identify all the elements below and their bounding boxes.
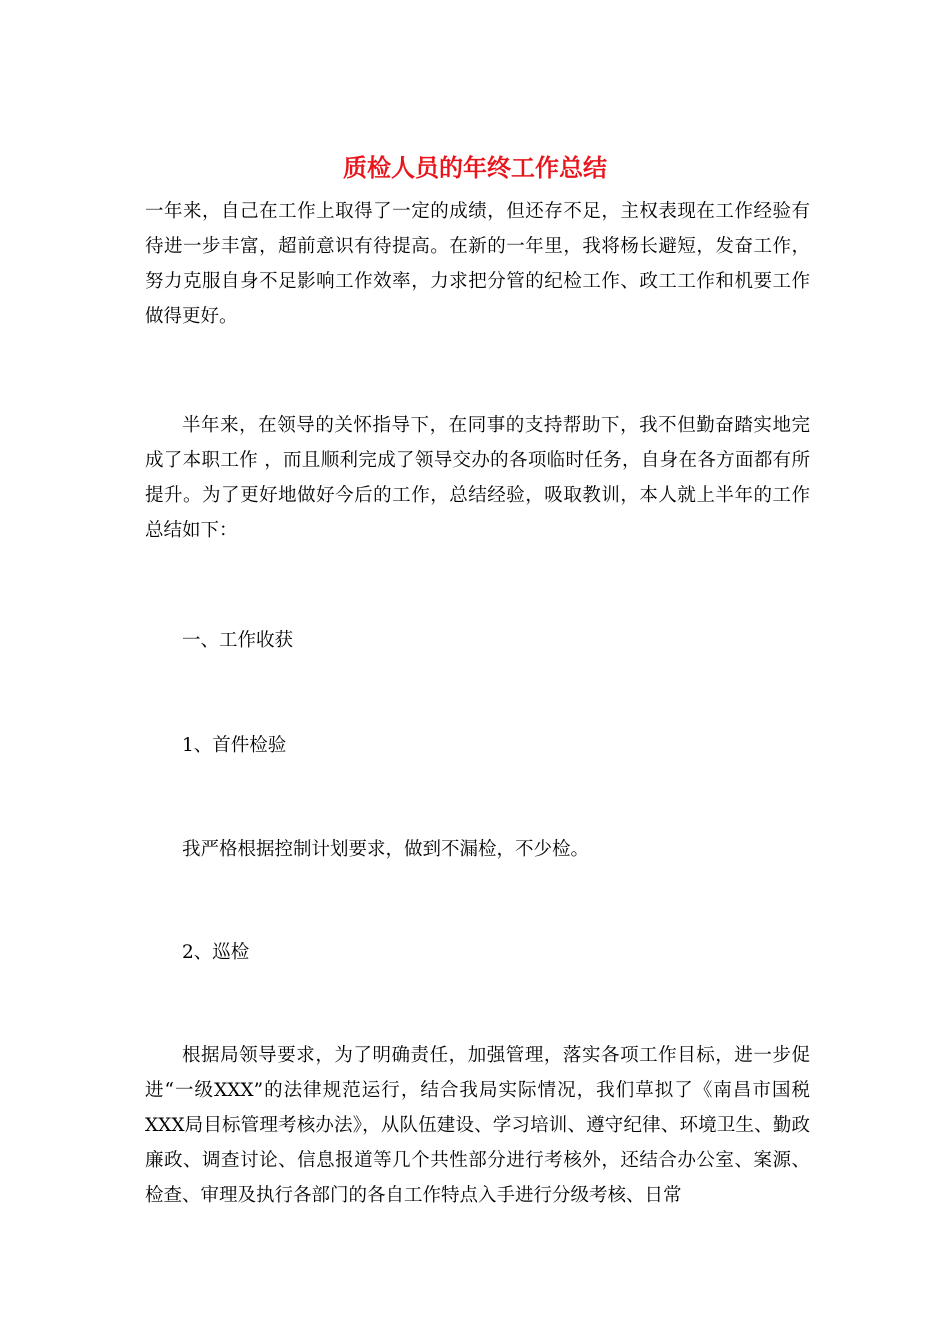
- patrol-inspection-paragraph: 根据局领导要求，为了明确责任，加强管理，落实各项工作目标，进一步促进“一级XXX”的法律规范运行，结合我局实际情况，我们草拟了《南昌市国税XXX局目标管理考核办法》，从队伍建设、学习培训、遵守纪律、环境卫生、勤政廉政、调查讨论、信息报道等几个共性部分进行考核外，还结合办公室、案源、检查、审理及执行各部门的各自工作特点入手进行分级考核、日常: [145, 1045, 810, 1206]
- item-text-first-article-inspection: 我严格根据控制计划要求，做到不漏检，不少检。: [182, 839, 590, 860]
- item-heading-first-article-inspection: 1、首件检验: [182, 735, 287, 756]
- section-heading-work-gains: 一、工作收获: [182, 630, 294, 651]
- document-title: 质检人员的年终工作总结: [343, 154, 607, 182]
- half-year-paragraph: 半年来，在领导的关怀指导下，在同事的支持帮助下，我不但勤奋踏实地完成了本职工作 ，而且顺利完成了领导交办的各项临时任务，自身在各方面都有所提升。为了更好地做好今后的工作，总结经验，吸取教训，本人就上半年的工作总结如下：: [145, 415, 810, 541]
- intro-paragraph: 一年来，自己在工作上取得了一定的成绩，但还存不足，主权表现在工作经验有待进一步丰富，超前意识有待提高。在新的一年里，我将杨长避短，发奋工作，努力克服自身不足影响工作效率，力求把分管的纪检工作、政工工作和机要工作做得更好。: [145, 201, 810, 327]
- item-heading-patrol-inspection: 2、巡检: [182, 942, 250, 963]
